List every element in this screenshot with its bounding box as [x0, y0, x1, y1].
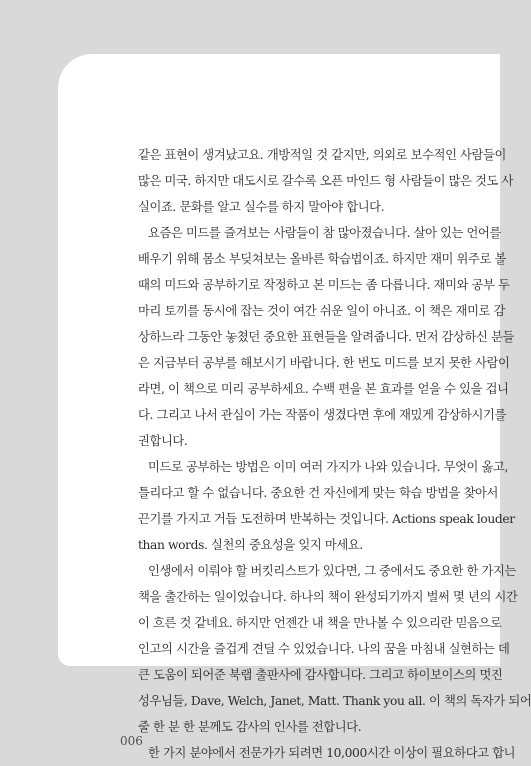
text-line: 라면, 이 책으로 미리 공부하세요. 수백 편을 본 효과를 얻을 수 있을 겁니 — [138, 382, 509, 396]
text-line: 줄 한 분 한 분께도 감사의 인사를 전합니다. — [138, 720, 362, 734]
text-line: 은 지금부터 공부를 해보시기 바랍니다. 한 번도 미드를 보지 못한 사람이 — [138, 356, 510, 370]
text-line: 다. 그리고 나서 관심이 가는 작품이 생겼다면 후에 재밌게 감상하시기를 — [138, 408, 506, 422]
text-line: than words. 실천의 중요성을 잊지 마세요. — [138, 538, 363, 552]
text-line: 인생에서 이뤄야 할 버킷리스트가 있다면, 그 중에서도 중요한 한 가지는 — [148, 564, 516, 578]
text-line: 미드로 공부하는 방법은 이미 여러 가지가 나와 있습니다. 무엇이 옳고, — [148, 460, 509, 474]
text-line: 틀리다고 할 수 없습니다. 중요한 건 자신에게 맞는 학습 방법을 찾아서 — [138, 486, 499, 500]
text-line: 책을 출간하는 일이었습니다. 하나의 책이 완성되기까지 벌써 몇 년의 시간 — [138, 590, 518, 604]
text-line: 끈기를 가지고 거듭 도전하며 반복하는 것입니다. Actions speak louder — [138, 512, 515, 526]
text-line: 요즘은 미드를 즐겨보는 사람들이 참 많아졌습니다. 살아 있는 언어를 — [148, 226, 501, 240]
text-line: 인고의 시간을 즐겁게 견딜 수 있었습니다. 나의 꿈을 마침내 실현하는 데 — [138, 642, 510, 656]
text-line: 때의 미드와 공부하기로 작정하고 본 미드는 좀 다릅니다. 재미와 공부 두 — [138, 278, 510, 292]
text-line: 큰 도움이 되어준 북랩 출판사에 감사합니다. 그리고 하이보이스의 멋진 — [138, 668, 503, 682]
text-line: 배우기 위해 몸소 부딪쳐보는 올바른 학습법이죠. 하지만 재미 위주로 볼 — [138, 252, 506, 266]
text-line: 한 가지 분야에서 전문가가 되려면 10,000시간 이상이 필요하다고 합니 — [148, 746, 516, 760]
page-sheet — [58, 54, 531, 760]
text-line: 마리 토끼를 동시에 잡는 것이 여간 쉬운 일이 아니죠. 이 책은 재미로 감 — [138, 304, 506, 318]
text-line: 많은 미국. 하지만 대도시로 갈수록 오픈 마인드 형 사람들이 많은 것도 사 — [138, 174, 513, 188]
text-line: 이 흐른 것 같네요. 하지만 언젠간 내 책을 만나볼 수 있으리란 믿음으로 — [138, 616, 502, 630]
text-line: 권합니다. — [138, 434, 188, 448]
body-text — [138, 142, 531, 766]
page-number: 006 — [120, 734, 143, 748]
text-line: 같은 표현이 생겨났고요. 개방적일 것 같지만, 의외로 보수적인 사람들이 — [138, 148, 506, 162]
text-line: 상하느라 그동안 놓쳤던 중요한 표현들을 알려줍니다. 먼저 감상하신 분들 — [138, 330, 514, 344]
text-line: 성우님들, Dave, Welch, Janet, Matt. Thank you all. 이 책의 독자가 되어 — [138, 694, 531, 708]
text-line: 실이죠. 문화를 알고 실수를 하지 말아야 합니다. — [138, 200, 385, 214]
